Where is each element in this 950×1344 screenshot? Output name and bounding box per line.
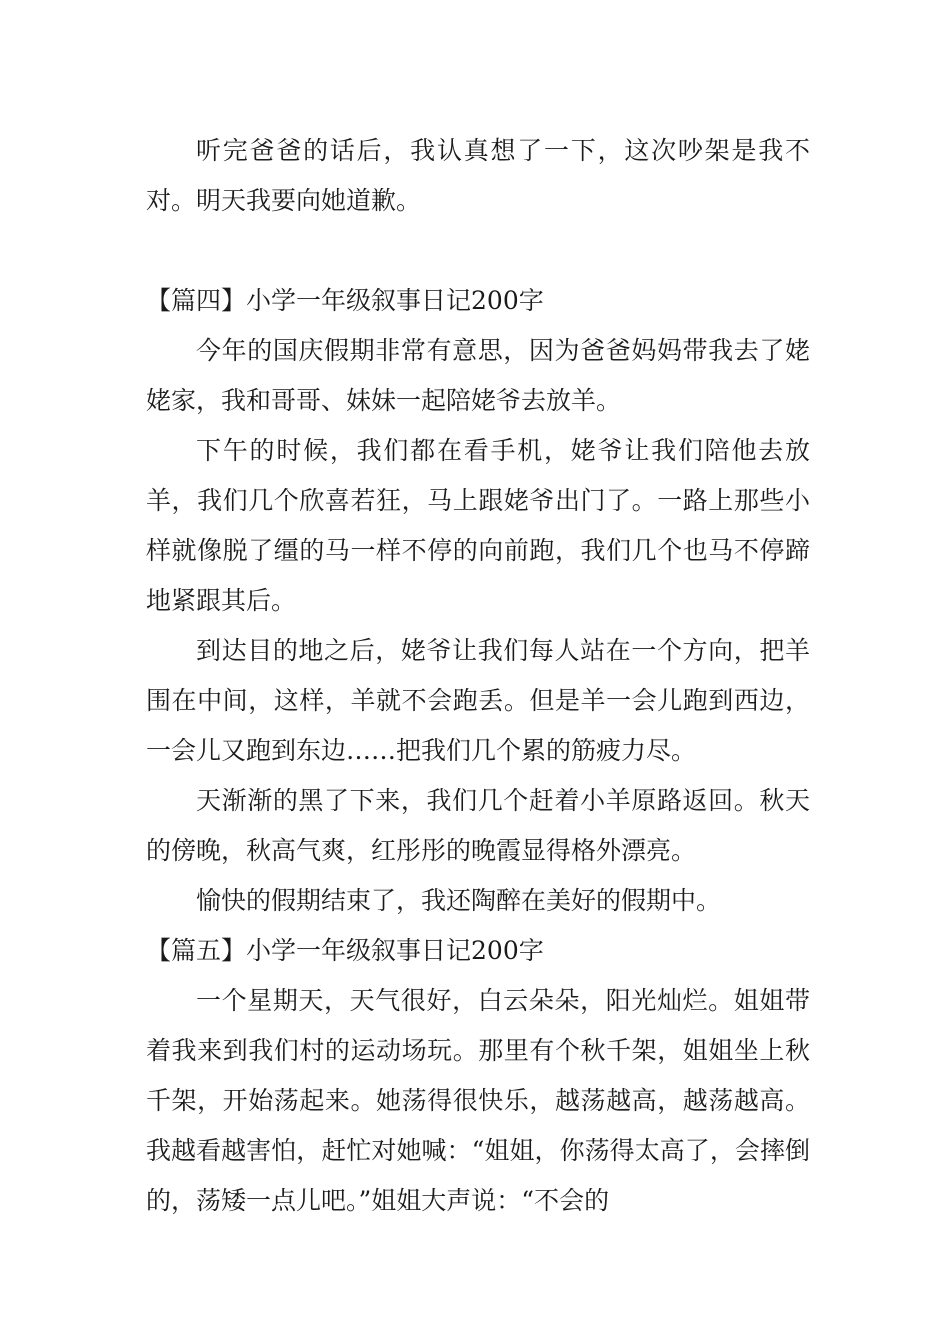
section-four-paragraph-1: 今年的国庆假期非常有意思，因为爸爸妈妈带我去了姥姥家，我和哥哥、妹妹一起陪姥爷去放羊。	[146, 336, 810, 415]
section-four	[146, 276, 810, 1226]
intro-block	[146, 126, 810, 226]
section-four-paragraph-5: 愉快的假期结束了，我还陶醉在美好的假期中。	[196, 886, 722, 915]
section-five-heading: 【篇五】小学一年级叙事日记200字	[146, 936, 544, 965]
section-four-paragraph-3: 到达目的地之后，姥爷让我们每人站在一个方向，把羊围在中间，这样，羊就不会跑丢。但是羊一会儿跑到西边，一会儿又跑到东边……把我们几个累的筋疲力尽。	[146, 636, 810, 765]
intro-paragraph: 听完爸爸的话后，我认真想了一下，这次吵架是我不对。明天我要向她道歉。	[146, 136, 810, 215]
section-four-heading: 【篇四】小学一年级叙事日记200字	[146, 286, 544, 315]
section-four-paragraph-4: 天渐渐的黑了下来，我们几个赶着小羊原路返回。秋天的傍晚，秋高气爽，红彤彤的晚霞显得格外漂亮。	[146, 786, 810, 865]
section-five-paragraph-1: 一个星期天，天气很好，白云朵朵，阳光灿烂。姐姐带着我来到我们村的运动场玩。那里有个秋千架，姐姐坐上秋千架，开始荡起来。她荡得很快乐，越荡越高，越荡越高。我越看越害怕，赶忙对她喊：“姐姐，你荡得太高了，会摔倒的，荡矮一点儿吧。”姐姐大声说：“不会的	[146, 986, 810, 1215]
section-four-paragraph-2: 下午的时候，我们都在看手机，姥爷让我们陪他去放羊，我们几个欣喜若狂，马上跟姥爷出门了。一路上那些小样就像脱了缰的马一样不停的向前跑，我们几个也马不停蹄地紧跟其后。	[146, 436, 810, 615]
